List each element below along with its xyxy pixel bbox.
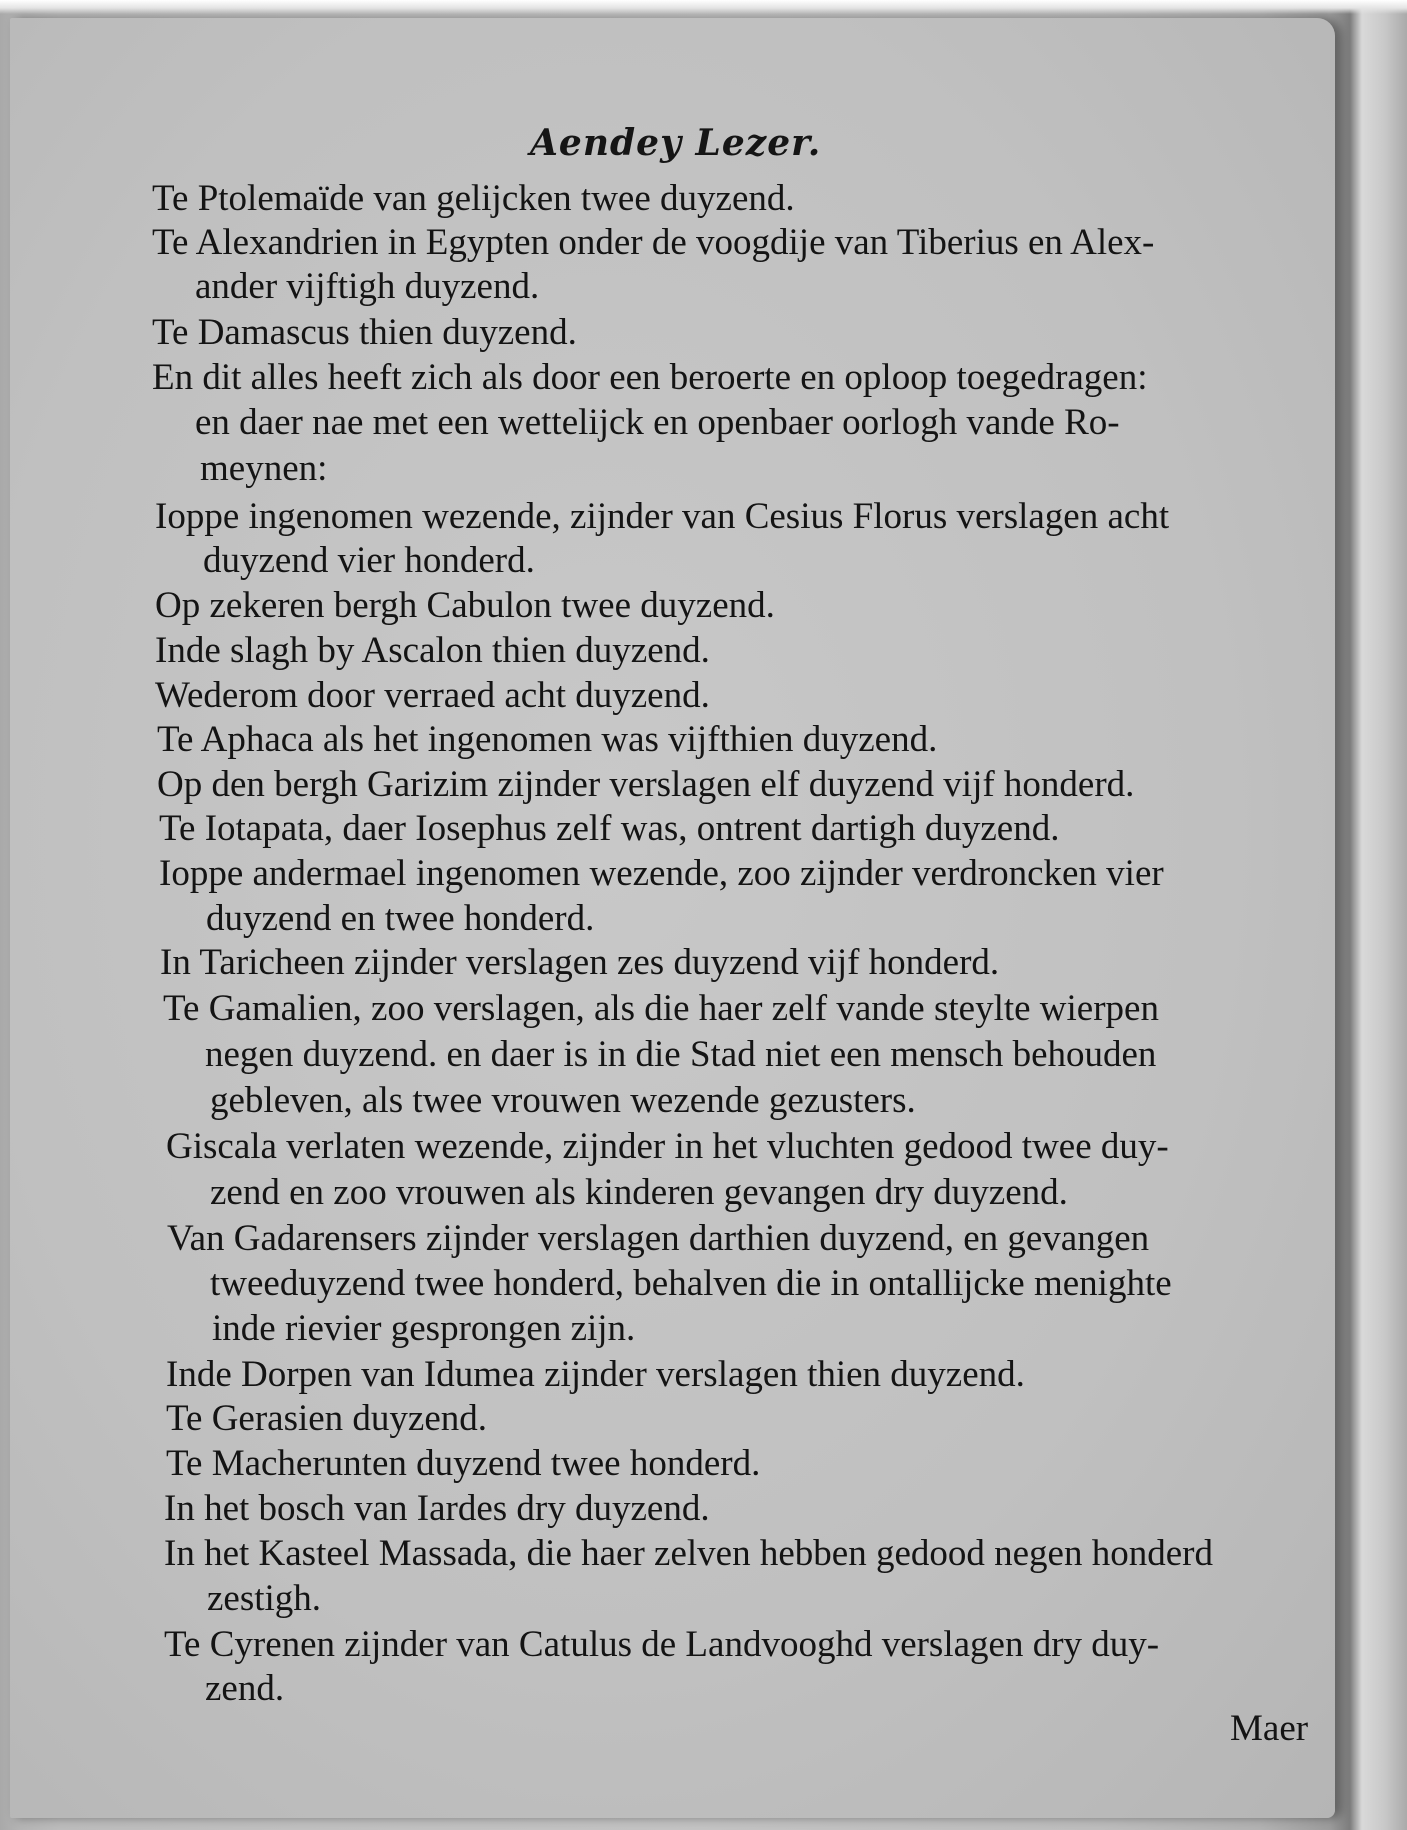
text-line: Wederom door verraed acht duyzend. [155,675,710,716]
text-line: Ioppe andermael ingenomen wezende, zoo zijnder verdroncken vier [159,853,1164,894]
text-line: Van Gadarensers zijnder verslagen darthien duyzend, en gevangen [167,1218,1150,1259]
text-line: Inde Dorpen van Idumea zijnder verslagen thien duyzend. [166,1354,1025,1395]
text-line: zend en zoo vrouwen als kinderen gevangen dry duyzend. [210,1172,1068,1213]
text-line: duyzend vier honderd. [203,540,535,581]
text-line: Te Macherunten duyzend twee honderd. [166,1443,761,1484]
text-line: en daer nae met een wettelijck en openbaer oorlogh vande Ro- [195,402,1120,443]
text-line: duyzend en twee honderd. [206,898,595,939]
text-line: Te Gamalien, zoo verslagen, als die haer zelf vande steylte wierpen [163,988,1159,1029]
text-line: ander vijftigh duyzend. [195,266,540,307]
text-line: Te Gerasien duyzend. [166,1398,488,1439]
text-line: inde rievier gesprongen zijn. [212,1308,636,1349]
text-line: negen duyzend. en daer is in die Stad niet een mensch behouden [205,1034,1157,1075]
text-line: Te Iotapata, daer Iosephus zelf was, ontrent dartigh duyzend. [159,808,1060,849]
text-line: Te Damascus thien duyzend. [152,312,577,353]
text-line: In Taricheen zijnder verslagen zes duyzend vijf honderd. [160,942,1000,983]
page-top-edge [0,0,1407,14]
text-line: Te Alexandrien in Egypten onder de voogdije van Tiberius en Alex- [152,222,1155,263]
text-line: In het Kasteel Massada, die haer zelven hebben gedood negen honderd [164,1533,1213,1574]
text-line: zestigh. [207,1578,322,1619]
text-line: Op zekeren bergh Cabulon twee duyzend. [155,585,775,626]
text-line: gebleven, als twee vrouwen wezende gezusters. [210,1080,916,1121]
text-line: In het bosch van Iardes dry duyzend. [164,1488,710,1529]
text-line: zend. [205,1668,285,1709]
text-line: tweeduyzend twee honderd, behalven die in ontallijcke menighte [210,1263,1172,1304]
text-line: Te Ptolemaïde van gelijcken twee duyzend. [152,178,795,219]
text-line: Ioppe ingenomen wezende, zijnder van Cesius Florus verslagen acht [155,496,1170,537]
text-line: meynen: [200,448,328,489]
text-line: Giscala verlaten wezende, zijnder in het vluchten gedood twee duy- [166,1126,1169,1167]
text-line: Te Cyrenen zijnder van Catulus de Landvooghd verslagen dry duy- [164,1624,1160,1665]
text-line: En dit alles heeft zich als door een beroerte en oploop toegedragen: [152,357,1148,398]
catchword: Maer [1230,1708,1309,1749]
text-line: Inde slagh by Ascalon thien duyzend. [155,630,710,671]
text-line: Op den bergh Garizim zijnder verslagen elf duyzend vijf honderd. [157,764,1135,805]
running-header: Aendey Lezer. [530,122,822,164]
text-line: Te Aphaca als het ingenomen was vijfthien duyzend. [157,719,938,760]
